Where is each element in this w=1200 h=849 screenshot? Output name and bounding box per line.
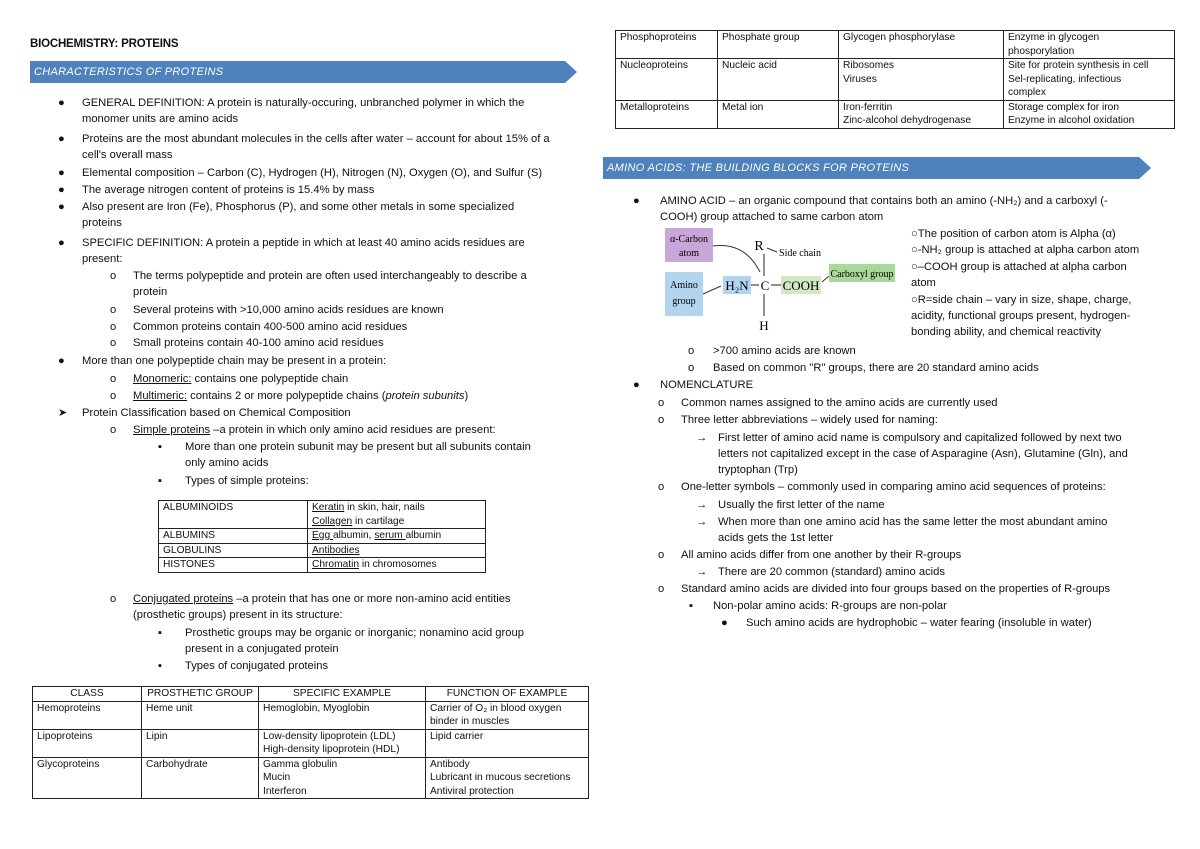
table-row: [33, 729, 589, 757]
arrow-line: [713, 246, 760, 272]
table-cell: [259, 729, 426, 757]
table-cell: ALBUMINS: [159, 529, 308, 544]
bullet-dot: ●: [58, 133, 65, 145]
bullet-circle: o: [110, 337, 117, 349]
text-line: The average nitrogen content of proteins is 15.4% by mass: [82, 184, 375, 196]
bullet-circle: o: [658, 414, 665, 426]
table-cell: GLOBULINS: [159, 543, 308, 558]
cell-text: Gamma globulin: [263, 758, 338, 770]
text-line: (prosthetic groups) present in its structure:: [133, 609, 343, 621]
text-line: atom: [911, 277, 936, 289]
table-cell: [259, 757, 426, 799]
bullet-circle: o: [110, 270, 117, 282]
table-cell: Carbohydrate: [142, 757, 259, 799]
cell-text: Enzyme in alcohol oxidation: [1008, 115, 1135, 126]
arrow-line: [703, 286, 721, 294]
bullet-circle: o: [658, 583, 665, 595]
cell-text: Ribosomes: [843, 60, 894, 71]
text-line: Proteins are the most abundant molecules in the cells after water – account for about 15% of a: [82, 133, 550, 145]
table-row: [33, 701, 589, 729]
text-line: Non-polar amino acids: R-groups are non-polar: [713, 600, 947, 612]
table-cell: HISTONES: [159, 558, 308, 573]
cell-text: in cartilage: [352, 515, 405, 527]
text-line: All amino acids differ from one another by their R-groups: [681, 549, 962, 561]
text-line: monomer units are amino acids: [82, 113, 239, 125]
bullet-circle: o: [658, 481, 665, 493]
bullet-dot: ●: [58, 237, 65, 249]
column-header: PROSTHETIC GROUP: [142, 687, 259, 702]
text-line: ○The position of carbon atom is Alpha (α): [911, 228, 1116, 240]
table-cell: [308, 558, 486, 573]
term-multimeric: Multimeric:: [133, 390, 188, 402]
bullet-dot: ●: [633, 195, 640, 207]
table-cell: Nucleic acid: [718, 59, 839, 101]
bullet-circle: o: [110, 593, 117, 605]
text-line: Elemental composition – Carbon (C), Hydrogen (H), Nitrogen (N), Oxygen (O), and Sulfur (S): [82, 167, 543, 179]
table-cell: [1004, 59, 1175, 101]
text-line: When more than one amino acid has the same letter the most abundant amino: [718, 516, 1108, 528]
text-line: protein: [133, 286, 168, 298]
text-line: More than one polypeptide chain may be present in a protein:: [82, 355, 387, 367]
text-line: One-letter symbols – commonly used in comparing amino acid sequences of proteins:: [681, 481, 1106, 493]
conjugated-proteins-table-continued: [615, 30, 1175, 129]
bullet-circle: o: [658, 549, 665, 561]
text-line: First letter of amino acid name is compulsory and capitalized followed by next two: [718, 432, 1122, 444]
cell-text: Low-density lipoprotein (LDL): [263, 730, 396, 742]
text-line: The terms polypeptide and protein are often used interchangeably to describe a: [133, 270, 527, 282]
text-line: Common names assigned to the amino acids are currently used: [681, 397, 998, 409]
bullet-arrow: ➤: [58, 407, 68, 419]
cell-text: albumin,: [332, 530, 375, 541]
text-line: There are 20 common (standard) amino acids: [718, 566, 945, 578]
text-line: Several proteins with >10,000 amino acids residues are known: [133, 304, 444, 316]
cell-text: Sel-replicating, infectious: [1008, 73, 1122, 85]
table-cell: Lipoproteins: [33, 729, 142, 757]
bullet-circle: o: [110, 304, 117, 316]
table-cell: Phosphate group: [718, 31, 839, 59]
text-line: Types of simple proteins:: [185, 475, 309, 487]
text-line: >700 amino acids are known: [713, 345, 856, 357]
diagram-atom: H: [759, 318, 769, 333]
arrow-line: [822, 276, 829, 282]
text-line: [133, 422, 496, 438]
diagram-label: Carboxyl group: [830, 269, 894, 280]
simple-proteins-table: [158, 500, 486, 573]
table-cell: [426, 757, 589, 799]
cell-term: Chromatin: [312, 559, 359, 570]
text-line: acids gets the 1st letter: [718, 532, 834, 544]
cell-text: Mucin: [263, 772, 291, 783]
text-line: letters not capitalized except in the case of Asparagine (Asn), Glutamine (Gln), and: [718, 448, 1128, 460]
cell-text: Antiviral protection: [430, 785, 514, 797]
text-line: COOH) group attached to same carbon atom: [660, 211, 884, 223]
text-line: ○–COOH group is attached at alpha carbon: [911, 261, 1127, 273]
text-line: [133, 591, 511, 607]
table-row: [616, 100, 1175, 128]
table-row: [33, 757, 589, 799]
bullet-circle: o: [688, 345, 695, 357]
cell-text: albumin: [405, 530, 442, 541]
table-cell: [839, 100, 1004, 128]
bullet-square: ▪: [689, 600, 693, 612]
cell-term: serum: [374, 530, 406, 541]
table-cell: [839, 59, 1004, 101]
table-row: [159, 558, 486, 573]
cell-term: Antibodies: [312, 544, 360, 556]
table-row: [159, 529, 486, 544]
table-cell: [426, 701, 589, 729]
diagram-label: α-Carbon: [669, 234, 709, 245]
cell-text: Site for protein synthesis in cell: [1008, 60, 1149, 71]
column-header: FUNCTION OF EXAMPLE: [426, 687, 589, 702]
table-cell: Heme unit: [142, 701, 259, 729]
table-cell: [308, 543, 486, 558]
table-row: [159, 543, 486, 558]
text-line: Prosthetic groups may be organic or inorganic; nonamino acid group: [185, 627, 524, 639]
diagram-label: Amino: [670, 280, 698, 291]
text-line: Small proteins contain 40-100 amino acid residues: [133, 337, 384, 349]
term-conjugated-proteins: Conjugated proteins: [133, 593, 234, 605]
text-line: Common proteins contain 400-500 amino acid residues: [133, 321, 408, 333]
table-row: [159, 501, 486, 529]
table-cell: Lipin: [142, 729, 259, 757]
bullet-square: ▪: [158, 441, 162, 453]
table-cell: Metalloproteins: [616, 100, 718, 128]
text-line: ○-NH₂ group is attached at alpha carbon atom: [911, 244, 1140, 256]
column-header: CLASS: [33, 687, 142, 702]
table-cell: Metal ion: [718, 100, 839, 128]
text-line: Usually the first letter of the name: [718, 499, 885, 511]
text-line: NOMENCLATURE: [660, 379, 754, 391]
bullet-dot: ●: [58, 355, 65, 367]
text-line: AMINO ACID – an organic compound that contains both an amino (-NH₂) and a carboxyl (-: [660, 195, 1108, 207]
table-row: [616, 31, 1175, 59]
text-line: Three letter abbreviations – widely used for naming:: [681, 414, 938, 426]
diagram-label: atom: [679, 248, 699, 259]
diagram-atom: COOH: [782, 278, 820, 293]
table-cell: Phosphoproteins: [616, 31, 718, 59]
term-monomeric: Monomeric:: [133, 373, 192, 385]
table-cell: Hemoglobin, Myoglobin: [259, 701, 426, 729]
text-line: cell's overall mass: [82, 149, 173, 161]
diagram-svg: [665, 228, 895, 338]
text-line: ○R=side chain – vary in size, shape, charge,: [911, 294, 1132, 306]
section-banner-amino-acids: AMINO ACIDS: THE BUILDING BLOCKS FOR PROTEINS: [603, 157, 1139, 179]
table-header-row: [33, 687, 589, 702]
table-row: [616, 59, 1175, 101]
text-line: tryptophan (Trp): [718, 464, 798, 476]
cell-text: phosporylation: [1008, 45, 1075, 57]
table-cell: [1004, 100, 1175, 128]
text-line: acidity, functional groups present, hydrogen-: [911, 310, 1131, 322]
text-line: Types of conjugated proteins: [185, 660, 329, 672]
diagram-atom: H₂N: [725, 278, 749, 293]
term-close: ): [464, 390, 469, 402]
term-desc: –a protein in which only amino acid residues are present:: [210, 424, 496, 436]
bullet-circle: o: [110, 390, 117, 402]
table-cell: [308, 529, 486, 544]
bullet-dot: ●: [721, 617, 728, 629]
diagram-atom: C: [760, 278, 770, 293]
text-line: proteins: [82, 217, 122, 229]
bullet-circle: o: [110, 424, 117, 436]
term-desc: contains 2 or more polypeptide chains (: [187, 390, 386, 402]
table-cell: Glycogen phosphorylase: [839, 31, 1004, 59]
text-line: Also present are Iron (Fe), Phosphorus (P), and some other metals in some specialized: [82, 201, 515, 213]
table-cell: Nucleoproteins: [616, 59, 718, 101]
cell-text: Viruses: [843, 73, 877, 85]
text-line: present:: [82, 253, 123, 265]
text-line: Based on common "R" groups, there are 20 standard amino acids: [713, 362, 1039, 374]
bullet-square: ▪: [158, 475, 162, 487]
bullet-square: ▪: [158, 660, 162, 672]
cell-text: Carrier of O₂ in blood oxygen: [430, 702, 562, 714]
table-cell: [1004, 31, 1175, 59]
cell-text: Interferon: [263, 785, 307, 797]
section-banner-characteristics: CHARACTERISTICS OF PROTEINS: [30, 61, 565, 83]
conjugated-proteins-table: [32, 686, 589, 799]
text-line: [133, 371, 348, 387]
bullet-dot: ●: [633, 379, 640, 391]
cell-text: complex: [1008, 87, 1046, 98]
text-line: Protein Classification based on Chemical Composition: [82, 407, 351, 419]
cell-term: Collagen: [312, 515, 353, 527]
cell-text: binder in muscles: [430, 716, 510, 727]
diagram-label: group: [672, 296, 696, 307]
cell-text: in skin, hair, nails: [344, 502, 425, 513]
term-simple-proteins: Simple proteins: [133, 424, 211, 436]
text-line: only amino acids: [185, 457, 269, 469]
bullet-arrow: →: [696, 566, 708, 578]
text-line: SPECIFIC DEFINITION: A protein a peptide in which at least 40 amino acids residues are: [82, 237, 525, 249]
cell-text: Enzyme in glycogen: [1008, 32, 1100, 43]
bullet-arrow: →: [696, 432, 708, 444]
bullet-square: ▪: [158, 627, 162, 639]
cell-term: Keratin: [312, 502, 345, 513]
bullet-dot: ●: [58, 97, 65, 109]
text-line: GENERAL DEFINITION: A protein is naturally-occuring, unbranched polymer in which the: [82, 97, 525, 109]
text-line: bonding ability, and chemical reactivity: [911, 326, 1102, 338]
cell-text: in chromosomes: [359, 559, 437, 570]
bullet-arrow: →: [696, 499, 708, 511]
table-cell: Glycoproteins: [33, 757, 142, 799]
text-line: [133, 388, 468, 404]
bullet-circle: o: [658, 397, 665, 409]
bullet-dot: ●: [58, 167, 65, 179]
diagram-label: Side chain: [779, 248, 821, 259]
table-cell: Lipid carrier: [426, 729, 589, 757]
bullet-circle: o: [110, 373, 117, 385]
cell-text: High-density lipoprotein (HDL): [263, 744, 400, 755]
text-line: More than one protein subunit may be present but all subunits contain: [185, 441, 531, 453]
bullet-circle: o: [110, 321, 117, 333]
cell-text: Lubricant in mucous secretions: [430, 772, 571, 783]
cell-text: Storage complex for iron: [1008, 101, 1119, 113]
arrow-line: [767, 248, 777, 252]
table-cell: ALBUMINOIDS: [159, 501, 308, 529]
bullet-dot: ●: [58, 184, 65, 196]
text-line: Standard amino acids are divided into four groups based on the properties of R-groups: [681, 583, 1111, 595]
table-cell: [308, 501, 486, 529]
column-header: SPECIFIC EXAMPLE: [259, 687, 426, 702]
table-cell: Hemoproteins: [33, 701, 142, 729]
document-title: BIOCHEMISTRY: PROTEINS: [30, 38, 179, 50]
cell-text: Antibody: [430, 758, 470, 770]
term-desc: –a protein that has one or more non-amino acid entities: [233, 593, 511, 605]
cell-text: Iron-ferritin: [843, 101, 893, 113]
bullet-arrow: →: [696, 516, 708, 528]
diagram-atom: R: [754, 239, 764, 254]
cell-term: Egg: [312, 530, 333, 541]
term-italic: protein subunits: [385, 390, 465, 402]
amino-acid-structure-diagram: [665, 228, 895, 338]
cell-text: Zinc-alcohol dehydrogenase: [843, 115, 971, 126]
text-line: present in a conjugated protein: [185, 643, 339, 655]
text-line: Such amino acids are hydrophobic – water fearing (insoluble in water): [746, 617, 1092, 629]
term-desc: contains one polypeptide chain: [191, 373, 349, 385]
amino-group-box: [665, 272, 703, 316]
bullet-circle: o: [688, 362, 695, 374]
bullet-dot: ●: [58, 201, 65, 213]
